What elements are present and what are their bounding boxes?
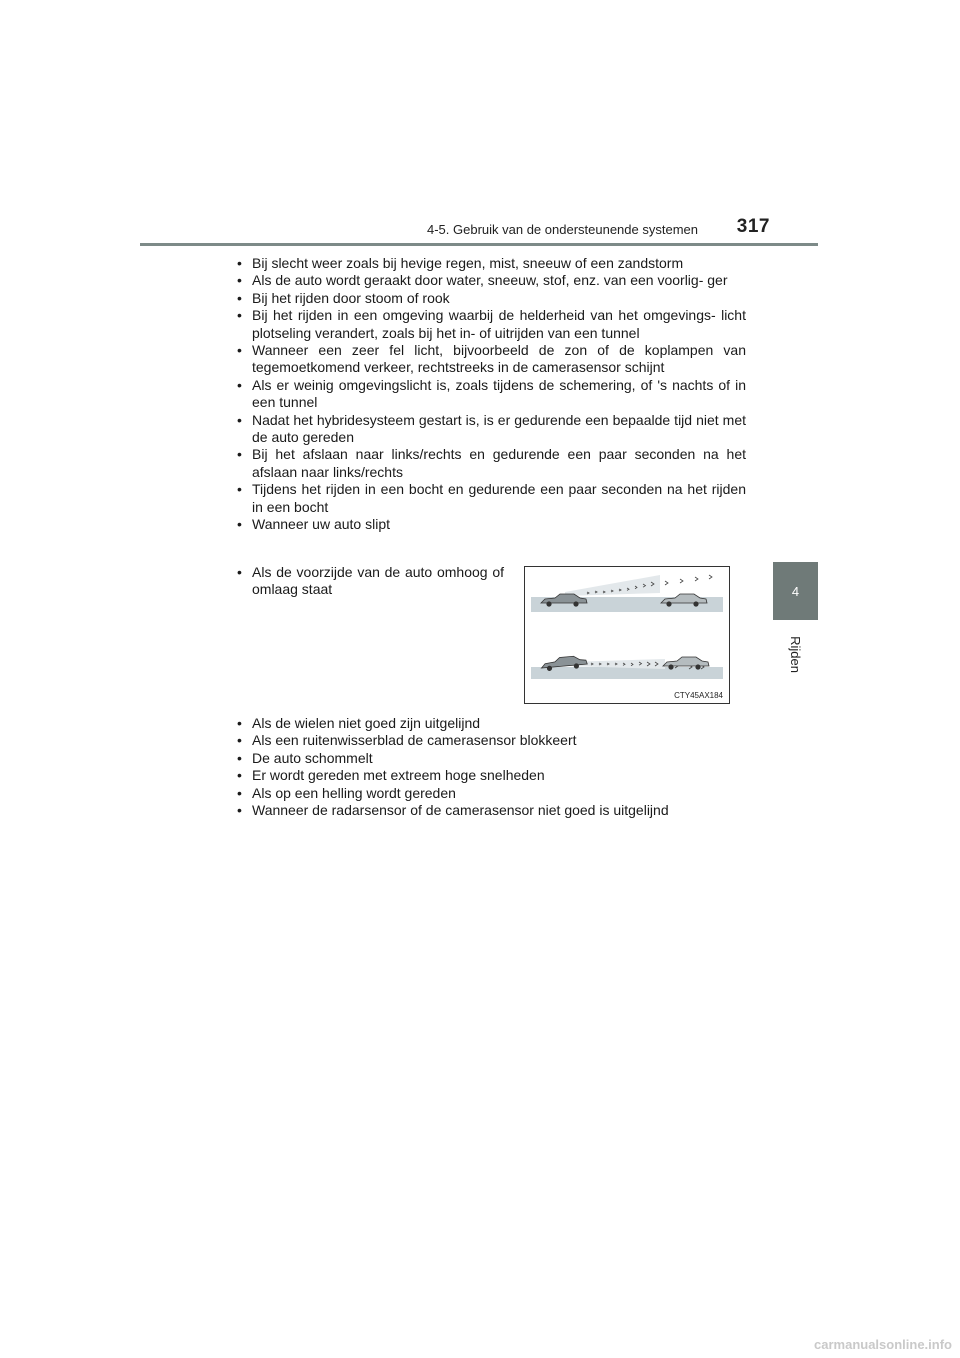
list-item: • Als de voorzijde van de auto omhoog of omlaag staat bbox=[232, 564, 504, 599]
list-item: • Bij het afslaan naar links/rechts en gedurende een paar seconden na het afslaan naar links/rechts bbox=[232, 446, 746, 481]
section-title: 4-5. Gebruik van de ondersteunende systemen bbox=[426, 222, 698, 237]
list-item: • Bij het rijden door stoom of rook bbox=[232, 290, 746, 307]
road-bottom bbox=[531, 667, 723, 679]
page-header bbox=[140, 212, 818, 246]
list-item: • Er wordt gereden met extreem hoge snelheden bbox=[232, 767, 746, 784]
list-item: • Bij slecht weer zoals bij hevige regen, mist, sneeuw of een zandstorm bbox=[232, 255, 746, 272]
illustration-drawing bbox=[525, 567, 729, 703]
list-item: • Wanneer de radarsensor of de camerasensor niet goed is uitgelijnd bbox=[232, 802, 746, 819]
condition-list-top bbox=[232, 255, 746, 534]
list-item: • Als de auto wordt geraakt door water, sneeuw, stof, enz. van een voorlig- ger bbox=[232, 272, 746, 289]
condition-list-bottom bbox=[232, 715, 746, 819]
list-item: • Wanneer een zeer fel licht, bijvoorbeeld de zon of de koplampen van tegemoetkomend verkeer, rechtstreeks in de camerasensor schijnt bbox=[232, 342, 746, 377]
watermark: carmanualsonline.info bbox=[814, 1337, 952, 1352]
vehicle-pitch-illustration bbox=[524, 566, 730, 704]
list-item: • Als op een helling wordt gereden bbox=[232, 785, 746, 802]
list-item: • Als er weinig omgevingslicht is, zoals tijdens de schemering, of 's nachts of in een tunnel bbox=[232, 377, 746, 412]
list-item: • Als de wielen niet goed zijn uitgelijnd bbox=[232, 715, 746, 732]
chapter-label-text: Rijden bbox=[787, 635, 803, 673]
list-item: • De auto schommelt bbox=[232, 750, 746, 767]
header-rule bbox=[140, 243, 818, 246]
list-item: • Als een ruitenwisserblad de camerasensor blokkeert bbox=[232, 732, 746, 749]
list-item: • Tijdens het rijden in een bocht en gedurende een paar seconden na het rijden in een bocht bbox=[232, 481, 746, 516]
list-item: • Bij het rijden in een omgeving waarbij de helderheid van het omgevings- licht plotseling verandert, zoals bij het in- of uitrijden van een tunnel bbox=[232, 307, 746, 342]
list-item: • Nadat het hybridesysteem gestart is, is er gedurende een bepaalde tijd niet met de auto gereden bbox=[232, 412, 746, 447]
chapter-tab-label bbox=[773, 624, 818, 684]
chapter-tab-number: 4 bbox=[773, 562, 818, 620]
page-number: 317 bbox=[736, 216, 770, 237]
condition-list-side bbox=[232, 564, 504, 599]
figure-code: CTY45AX184 bbox=[674, 691, 723, 700]
list-item: • Wanneer uw auto slipt bbox=[232, 516, 746, 533]
